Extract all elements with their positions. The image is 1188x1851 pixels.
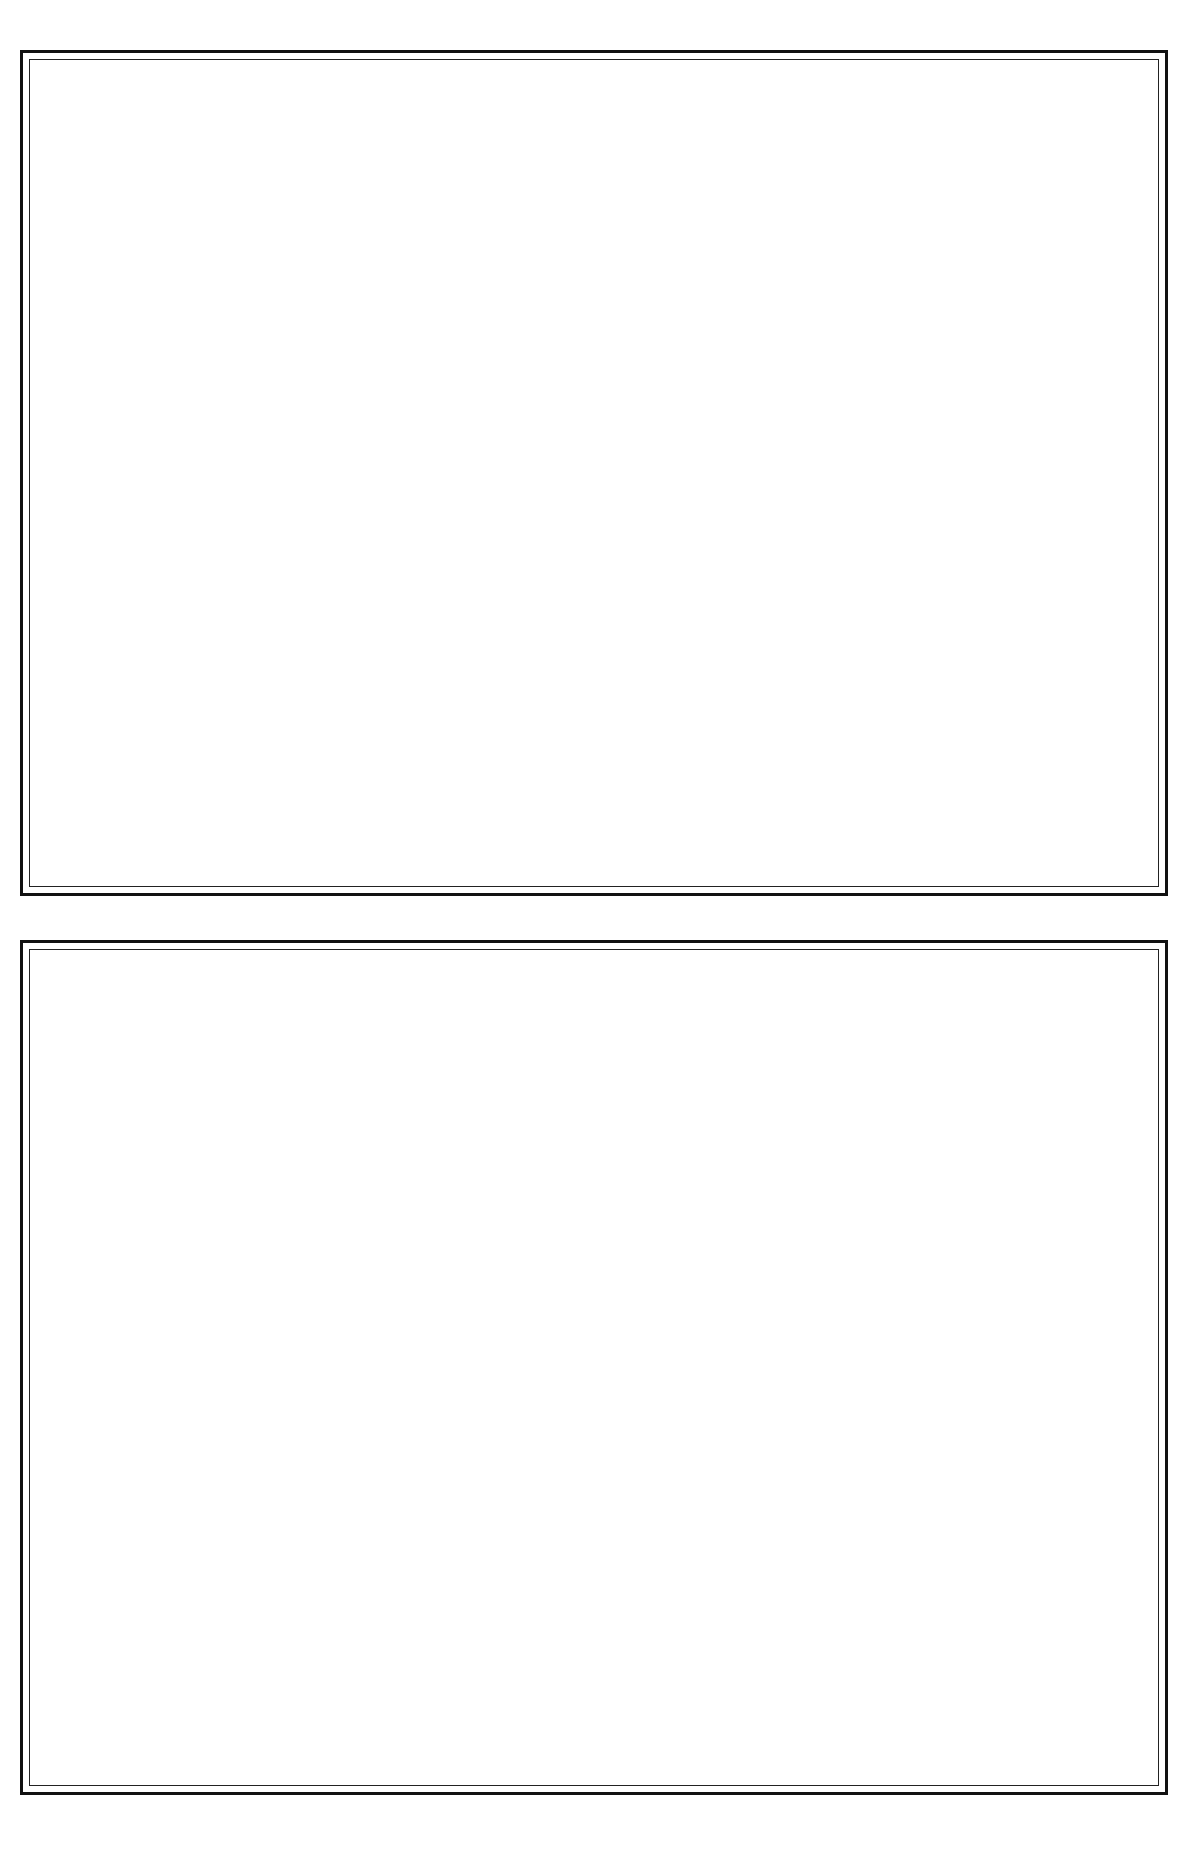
top-page	[20, 50, 1168, 896]
top-page-frame	[29, 59, 1159, 887]
bottom-page	[20, 940, 1168, 1795]
bottom-page-frame	[29, 949, 1159, 1786]
